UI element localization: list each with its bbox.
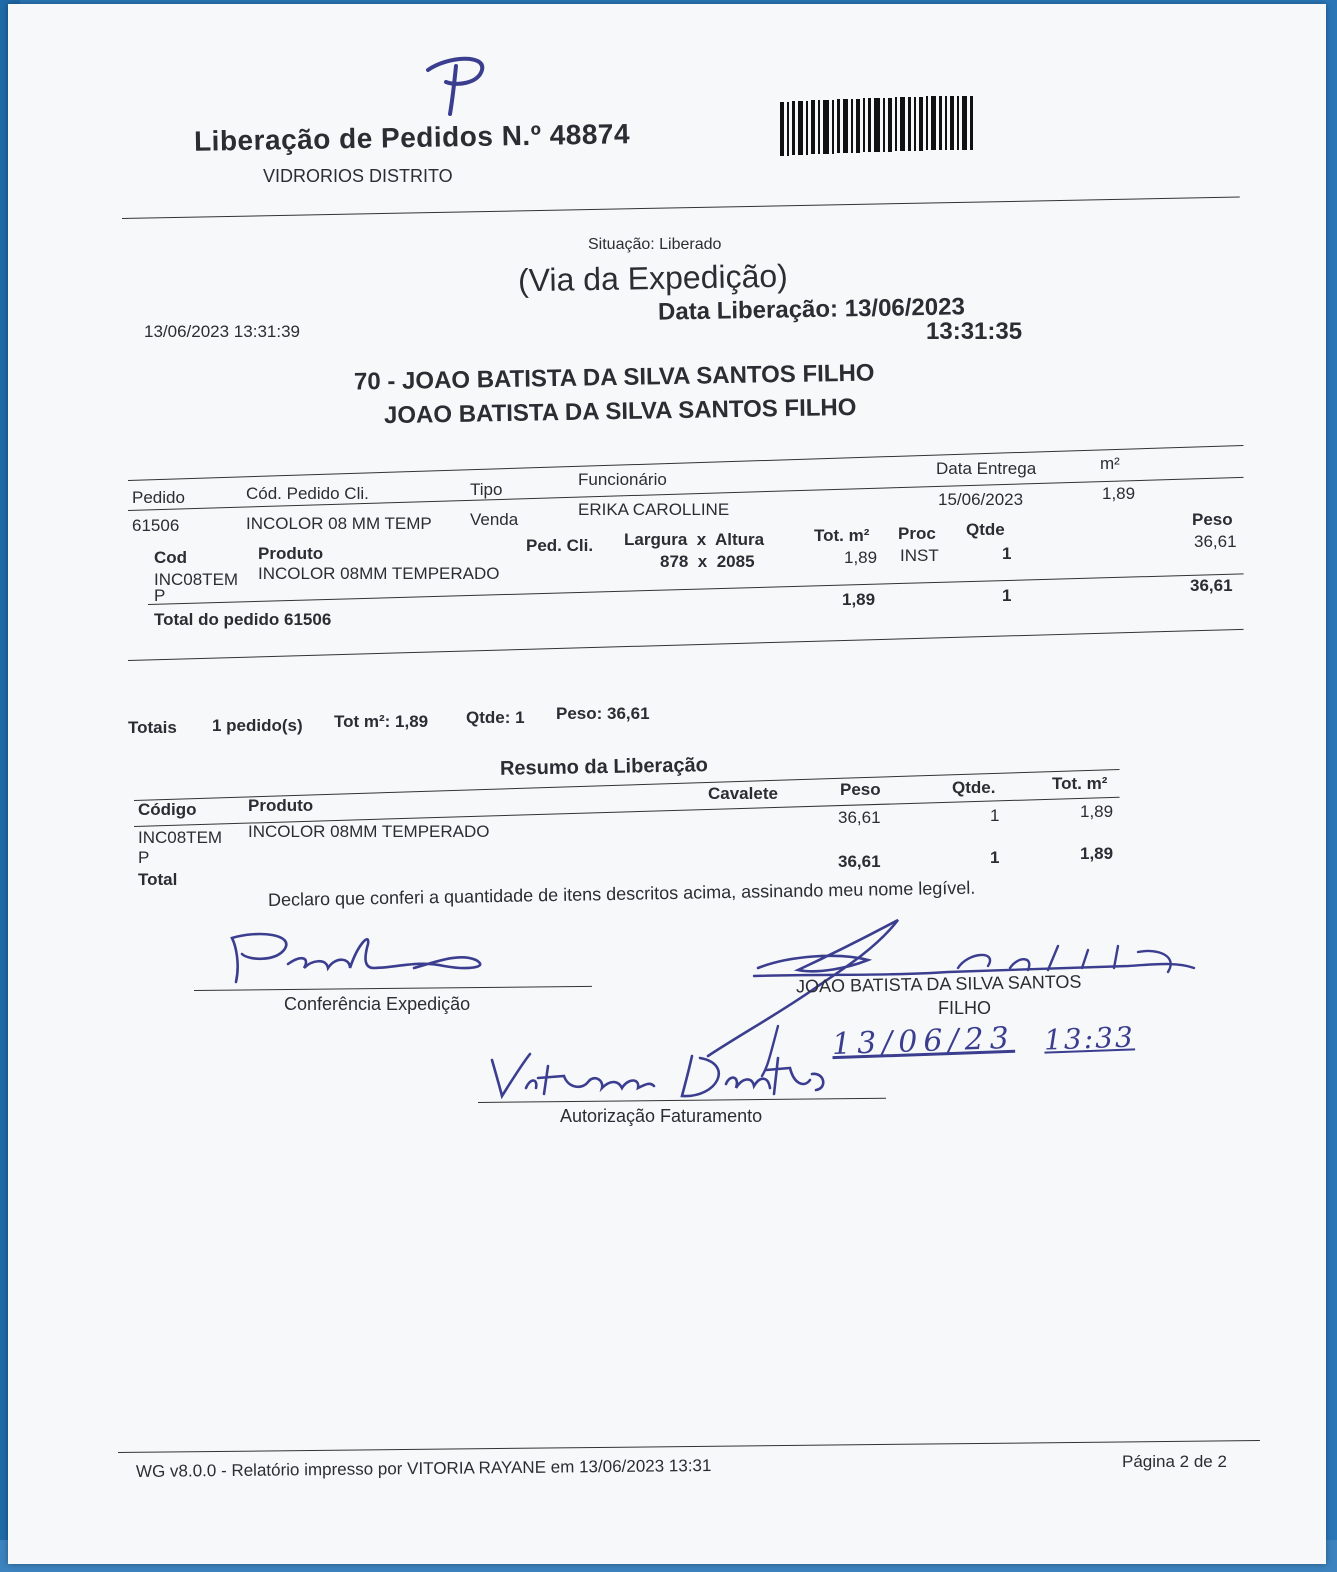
totals-pedidos: 1 pedido(s) — [212, 716, 303, 735]
col-header-cod-pedido-cli: Cód. Pedido Cli. — [246, 484, 369, 503]
item-produto: INCOLOR 08MM TEMPERADO — [258, 564, 500, 583]
resumo-total-label: Total — [138, 870, 178, 889]
resumo-header-peso: Peso — [840, 780, 881, 799]
company-name: VIDRORIOS DISTRITO — [263, 166, 453, 186]
item-header-proc: Proc — [898, 524, 936, 543]
col-header-data-entrega: Data Entrega — [936, 459, 1037, 478]
handwritten-p-mark — [408, 52, 498, 122]
handwritten-date: 13/06/23 — [831, 1020, 1016, 1063]
client-sign-name-line2: FILHO — [938, 998, 992, 1018]
item-header-tot-m2: Tot. m² — [814, 526, 870, 545]
item-cod-line1: INC08TEM — [154, 570, 239, 589]
col-header-tipo: Tipo — [470, 480, 503, 499]
item-header-produto: Produto — [258, 544, 324, 563]
order-funcionario: ERIKA CAROLLINE — [578, 500, 730, 519]
barcode-image — [778, 96, 978, 158]
resumo-header-cavalete: Cavalete — [708, 784, 778, 803]
declaration-text: Declaro que conferi a quantidade de itens descritos acima, assinando meu nome legível. — [267, 877, 976, 910]
resumo-codigo-line2: P — [138, 848, 150, 867]
order-table-top-rule — [128, 445, 1243, 481]
resumo-header-tot-m2: Tot. m² — [1052, 774, 1108, 793]
resumo-total-tot-m2: 1,89 — [1080, 844, 1114, 863]
item-peso: 36,61 — [1194, 532, 1237, 551]
item-header-largura-altura: Largura x Altura — [624, 530, 765, 549]
order-total-qtde: 1 — [1002, 586, 1012, 605]
via-label: (Via da Expedição) — [517, 257, 789, 299]
item-qtde: 1 — [1002, 544, 1012, 563]
signature-conferencia — [218, 924, 498, 994]
printed-timestamp: 13/06/2023 13:31:39 — [144, 322, 300, 341]
status-situacao: Situação: Liberado — [588, 236, 722, 253]
resumo-codigo-line1: INC08TEM — [138, 828, 223, 847]
resumo-header-qtde: Qtde. — [952, 778, 996, 797]
footer-rule — [118, 1440, 1260, 1453]
item-header-cod: Cod — [154, 548, 188, 567]
resumo-header-produto: Produto — [248, 796, 314, 815]
order-tipo: Venda — [470, 510, 519, 529]
order-cod-pedido-cli: INCOLOR 08 MM TEMP — [246, 514, 432, 533]
resumo-produto: INCOLOR 08MM TEMPERADO — [248, 822, 490, 841]
document-page — [8, 4, 1326, 1564]
order-table-bottom-rule — [128, 629, 1244, 661]
item-header-peso: Peso — [1192, 510, 1233, 529]
item-dimensoes: 878 x 2085 — [660, 552, 755, 571]
col-header-pedido: Pedido — [132, 488, 185, 507]
order-data-entrega: 15/06/2023 — [938, 490, 1024, 509]
resumo-total-peso: 36,61 — [838, 852, 881, 871]
col-header-funcionario: Funcionário — [578, 470, 667, 489]
document-title: Liberação de Pedidos N.º 48874 — [193, 118, 631, 157]
order-total-label: Total do pedido 61506 — [154, 610, 332, 629]
footer-page: Página 2 de 2 — [1122, 1452, 1227, 1471]
item-header-ped-cli: Ped. Cli. — [526, 536, 594, 555]
resumo-tot-m2: 1,89 — [1080, 802, 1114, 821]
client-line-2: JOAO BATISTA DA SILVA SANTOS FILHO — [383, 393, 857, 430]
data-liberacao-time: 13:31:35 — [926, 318, 1023, 345]
totals-label: Totais — [128, 718, 177, 737]
resumo-qtde: 1 — [990, 806, 1000, 825]
resumo-total-qtde: 1 — [990, 848, 1000, 867]
header-divider — [122, 197, 1240, 219]
resumo-header-codigo: Código — [138, 800, 197, 819]
order-m2: 1,89 — [1102, 484, 1136, 503]
item-cod-line2: P — [154, 586, 166, 605]
totals-peso: Peso: 36,61 — [556, 704, 650, 723]
client-line-1: 70 - JOAO BATISTA DA SILVA SANTOS FILHO — [353, 359, 875, 396]
item-proc: INST — [900, 546, 939, 565]
resumo-peso: 36,61 — [838, 808, 881, 827]
totals-qtde: Qtde: 1 — [466, 708, 525, 727]
order-pedido: 61506 — [132, 516, 180, 535]
conferencia-label: Conferência Expedição — [284, 994, 471, 1014]
handwritten-time: 13:33 — [1043, 1020, 1136, 1057]
totals-tot-m2: Tot m²: 1,89 — [334, 712, 429, 731]
order-total-peso: 36,61 — [1190, 576, 1233, 595]
item-tot-m2: 1,89 — [844, 548, 878, 567]
client-sign-name-line1: JOAO BATISTA DA SILVA SANTOS — [795, 971, 1082, 997]
footer-printed-by: WG v8.0.0 - Relatório impresso por VITORIA RAYANE em 13/06/2023 13:31 — [135, 1455, 712, 1481]
autorizacao-label: Autorização Faturamento — [560, 1106, 763, 1126]
data-liberacao: Data Liberação: 13/06/2023 — [657, 293, 966, 326]
resumo-title: Resumo da Liberação — [499, 754, 709, 780]
col-header-m2: m² — [1100, 454, 1120, 473]
order-total-tot-m2: 1,89 — [842, 590, 876, 609]
item-header-qtde: Qtde — [966, 520, 1005, 539]
